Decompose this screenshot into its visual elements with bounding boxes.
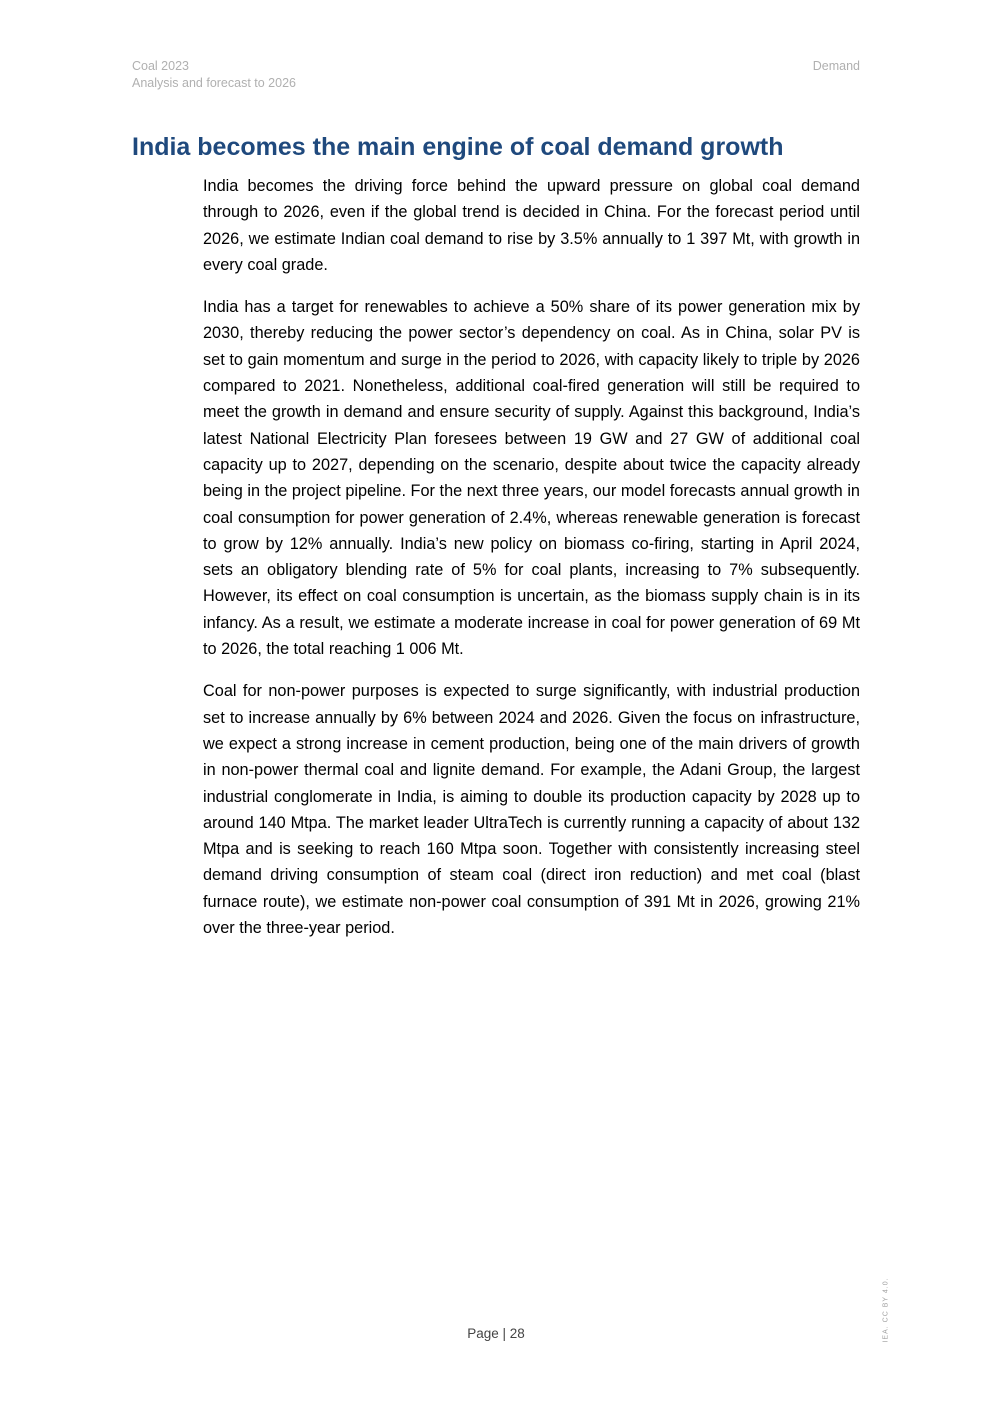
paragraph-1: India becomes the driving force behind the upward pressure on global coal demand through to 2026, even if the global trend is decided in China. For the forecast period until 2026, we estimate Indian coal demand to rise by 3.5% annually to 1 397 Mt, with growth in every coal grade. [203, 177, 860, 274]
paragraph-3: Coal for non-power purposes is expected to surge significantly, with industrial production set to increase annually by 6% between 2024 and 2026. Given the focus on infrastructure, we expect a strong increase in cement production, being one of the main drivers of growth in non-power thermal coal and lignite demand. For example, the Adani Group, the largest industrial conglomerate in India, is aiming to double its production capacity by 2028 up to around 140 Mtpa. The market leader UltraTech is currently running a capacity of about 132 Mtpa and is seeking to reach 160 Mtpa soon. Together with consistently increasing steel demand driving consumption of steam coal (direct iron reduction) and met coal (blast furnace route), we estimate non-power coal consumption of 391 Mt in 2026, growing 21% over the three-year period. [203, 682, 860, 938]
running-header-left [132, 58, 296, 92]
section-name: Demand [812, 59, 860, 73]
body-text [203, 173, 860, 957]
license-text: IEA. CC BY 4.0. [882, 1277, 890, 1343]
paragraph-2: India has a target for renewables to achieve a 50% share of its power generation mix by 2030, thereby reducing the power sector’s dependency on coal. As in China, solar PV is set to gain momentum and surge in the period to 2026, with capacity likely to triple by 2026 compared to 2021. Nonetheless, additional coal-fired generation will still be required to meet the growth in demand and ensure security of supply. Against this background, India’s latest National Electricity Plan foresees between 19 GW and 27 GW of additional coal capacity up to 2027, depending on the scenario, despite about twice the capacity already being in the project pipeline. For the next three years, our model forecasts annual growth in coal consumption for power generation of 2.4%, whereas renewable generation is forecast to grow by 12% annually. India’s new policy on biomass co-firing, starting in April 2024, sets an obligatory blending rate of 5% for coal plants, increasing to 7% subsequently. However, its effect on coal consumption is uncertain, as the biomass supply chain is in its infancy. As a result, we estimate a moderate increase in coal for power generation of 69 Mt to 2026, the total reaching 1 006 Mt. [203, 298, 860, 659]
page-number: Page | 28 [467, 1326, 525, 1341]
page-title: India becomes the main engine of coal demand growth [132, 133, 784, 161]
report-subtitle: Analysis and forecast to 2026 [132, 76, 296, 90]
report-title: Coal 2023 [132, 59, 189, 73]
